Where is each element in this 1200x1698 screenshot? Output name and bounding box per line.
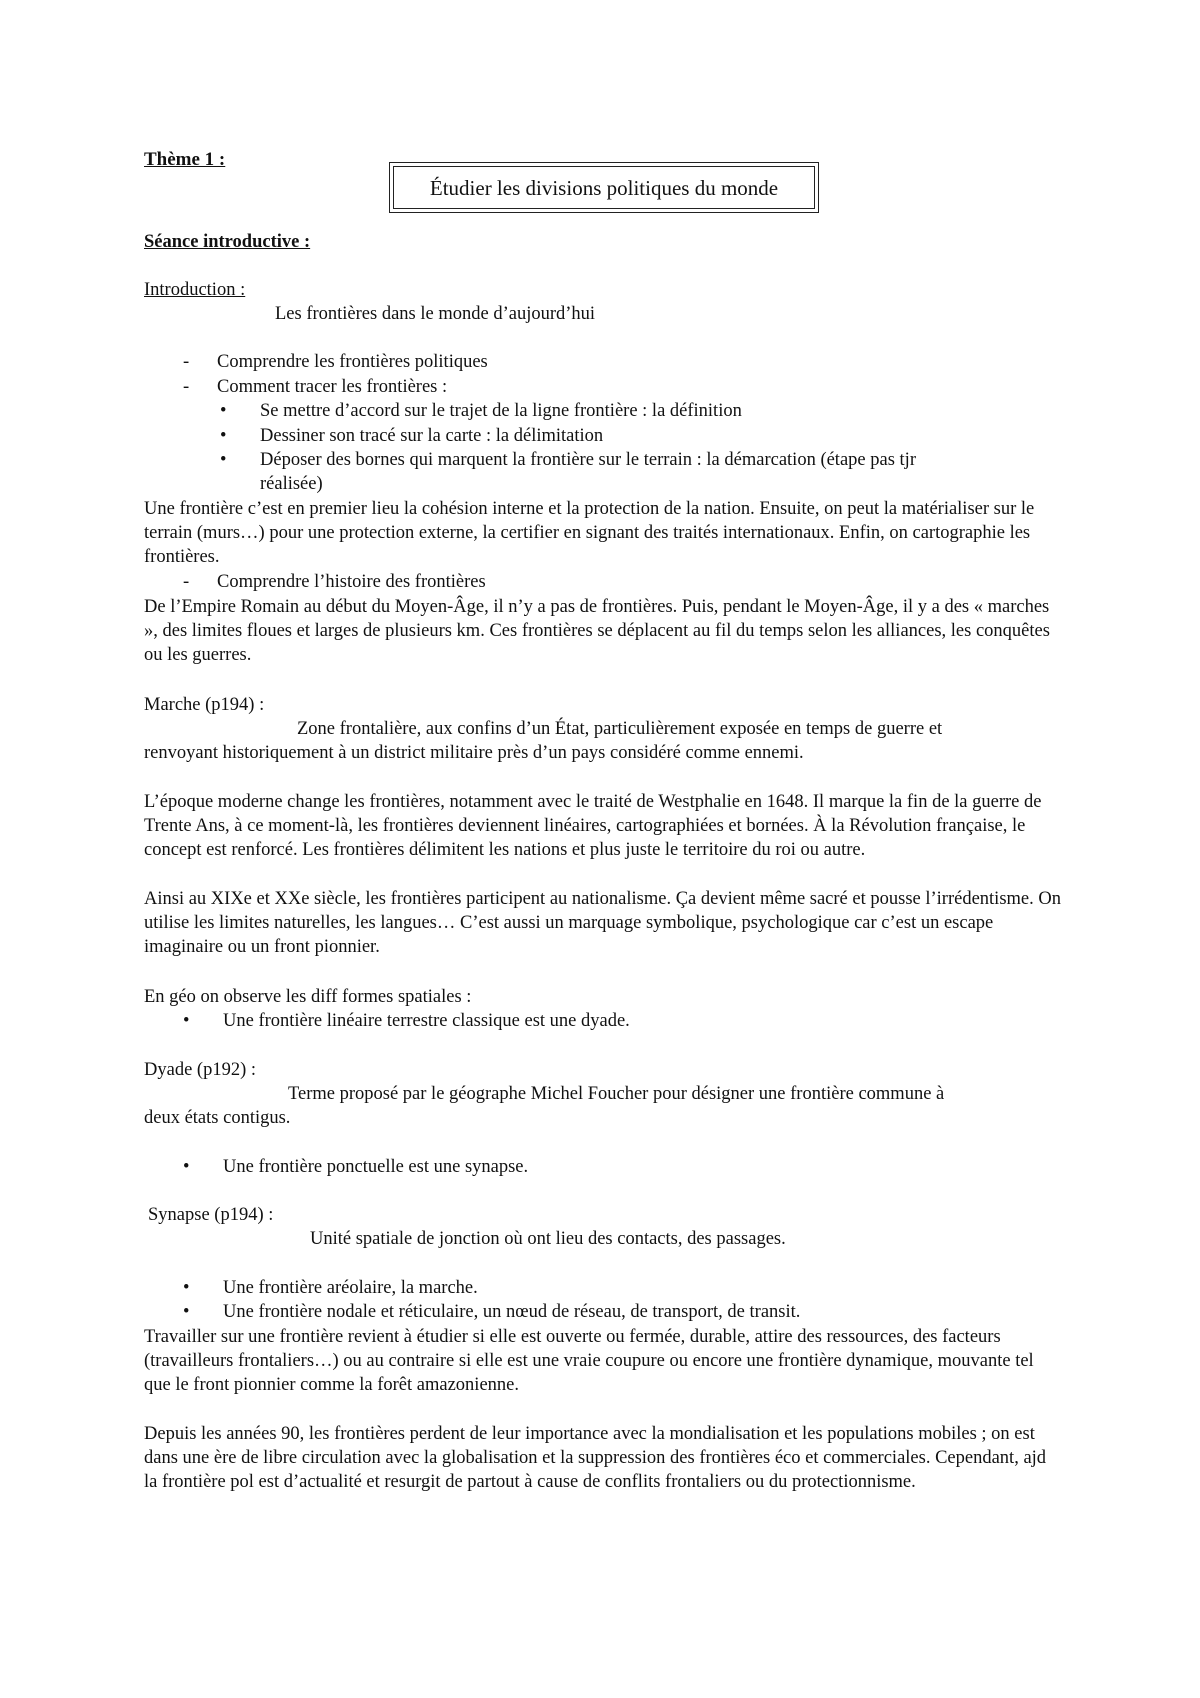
sub-bullet-text: Déposer des bornes qui marquent la frontière sur le terrain : la démarcation (étape pas tjr (260, 450, 916, 470)
definition-term-marche: Marche (p194) : (144, 695, 265, 715)
dash-item (183, 350, 488, 374)
bullet-icon: • (220, 426, 227, 446)
bullet-text: Une frontière ponctuelle est une synapse. (223, 1157, 529, 1177)
definition-text-line: renvoyant historiquement à un district militaire près d’un pays considéré comme ennemi. (144, 743, 804, 763)
document-title: Étudier les divisions politiques du monde (429, 175, 779, 200)
bullet-icon: • (183, 1011, 190, 1031)
introduction-subtitle: Les frontières dans le monde d’aujourd’hui (275, 304, 596, 324)
dash-item (183, 570, 486, 594)
paragraph-globalisation: Depuis les années 90, les frontières perdent de leur importance avec la mondialisation et les populations mobiles ; on est dans une ère de libre circulation avec la globalisation et la suppression des frontières éco et commerciales. Cependant, ajd la frontière pol est d’actualité et resurgit de partout à cause de conflits frontaliers ou du protectionnisme. (144, 1424, 1047, 1492)
bullet-icon: • (220, 401, 227, 421)
paragraph-cohesion: Une frontière c’est en premier lieu la cohésion interne et la protection de la nation. Ensuite, on peut la matérialiser sur le terrain (murs…) pour une protection externe, la certifier en signant des traités internationaux. Enfin, on cartographie les frontières. (144, 499, 1035, 567)
bullet-icon: • (183, 1278, 190, 1298)
paragraph-study-border: Travailler sur une frontière revient à étudier si elle est ouverte ou fermée, durable, attire des ressources, des facteurs (travailleurs frontaliers…) ou au contraire si elle est une vraie coupure ou encore une frontière dynamique, mouvante tel que le front pionnier comme la forêt amazonienne. (144, 1327, 1034, 1395)
dash-item-text: Comprendre les frontières politiques (217, 352, 488, 372)
paragraph-history: De l’Empire Romain au début du Moyen-Âge, il n’y a pas de frontières. Puis, pendant le Moyen-Âge, il y a des « marches », des limites floues et larges de plusieurs km. Ces frontières se déplacent au fil du temps selon les alliances, les conquêtes ou les guerres. (144, 597, 1050, 665)
sub-bullet-text: Se mettre d’accord sur le trajet de la ligne frontière : la définition (260, 401, 742, 421)
paragraph-modern-era: L’époque moderne change les frontières, notamment avec le traité de Westphalie en 1648. Il marque la fin de la guerre de Trente Ans, à ce moment-là, les frontières deviennent linéaires, cartographiées et bornées. À la Révolution française, le concept est renforcé. Les frontières délimitent les nations et plus juste le territoire du roi ou autre. (144, 792, 1042, 860)
introduction-label: Introduction : (144, 280, 246, 300)
dash-item-text: Comprendre l’histoire des frontières (217, 572, 486, 592)
bullet-text: Une frontière nodale et réticulaire, un nœud de réseau, de transport, de transit. (223, 1302, 801, 1322)
theme-heading: Thème 1 : (144, 149, 226, 170)
definition-text-line: deux états contigus. (144, 1108, 291, 1128)
definition-term-synapse: Synapse (p194) : (148, 1205, 274, 1225)
sub-bullet-text-continued: réalisée) (260, 474, 323, 494)
dash-item-text: Comment tracer les frontières : (217, 377, 448, 397)
dash-marker: - (183, 377, 190, 397)
definition-text-line: Zone frontalière, aux confins d’un État, particulièrement exposée en temps de guerre et (297, 719, 943, 739)
bullet-icon: • (183, 1157, 190, 1177)
dash-marker: - (183, 352, 190, 372)
definition-text-line: Terme proposé par le géographe Michel Foucher pour désigner une frontière commune à (288, 1084, 945, 1104)
paragraph-nationalism: Ainsi au XIXe et XXe siècle, les frontières participent au nationalisme. Ça devient même sacré et pousse l’irrédentisme. On utilise les limites naturelles, les langues… C’est aussi un marquage symbolique, psychologique car c’est un escape imaginaire ou un front pionnier. (144, 889, 1061, 957)
title-box (393, 166, 815, 209)
bullet-icon: • (220, 450, 227, 470)
paragraph-spatial-forms: En géo on observe les diff formes spatiales : (144, 987, 472, 1007)
bullet-text: Une frontière linéaire terrestre classique est une dyade. (223, 1011, 630, 1031)
definition-text-line: Unité spatiale de jonction où ont lieu des contacts, des passages. (310, 1229, 786, 1249)
bullet-icon: • (183, 1302, 190, 1322)
seance-heading: Séance introductive : (144, 232, 311, 252)
bullet-text: Une frontière aréolaire, la marche. (223, 1278, 478, 1298)
dash-marker: - (183, 572, 190, 592)
sub-bullet-text: Dessiner son tracé sur la carte : la délimitation (260, 426, 604, 446)
definition-term-dyade: Dyade (p192) : (144, 1060, 256, 1080)
dash-item (183, 375, 448, 399)
